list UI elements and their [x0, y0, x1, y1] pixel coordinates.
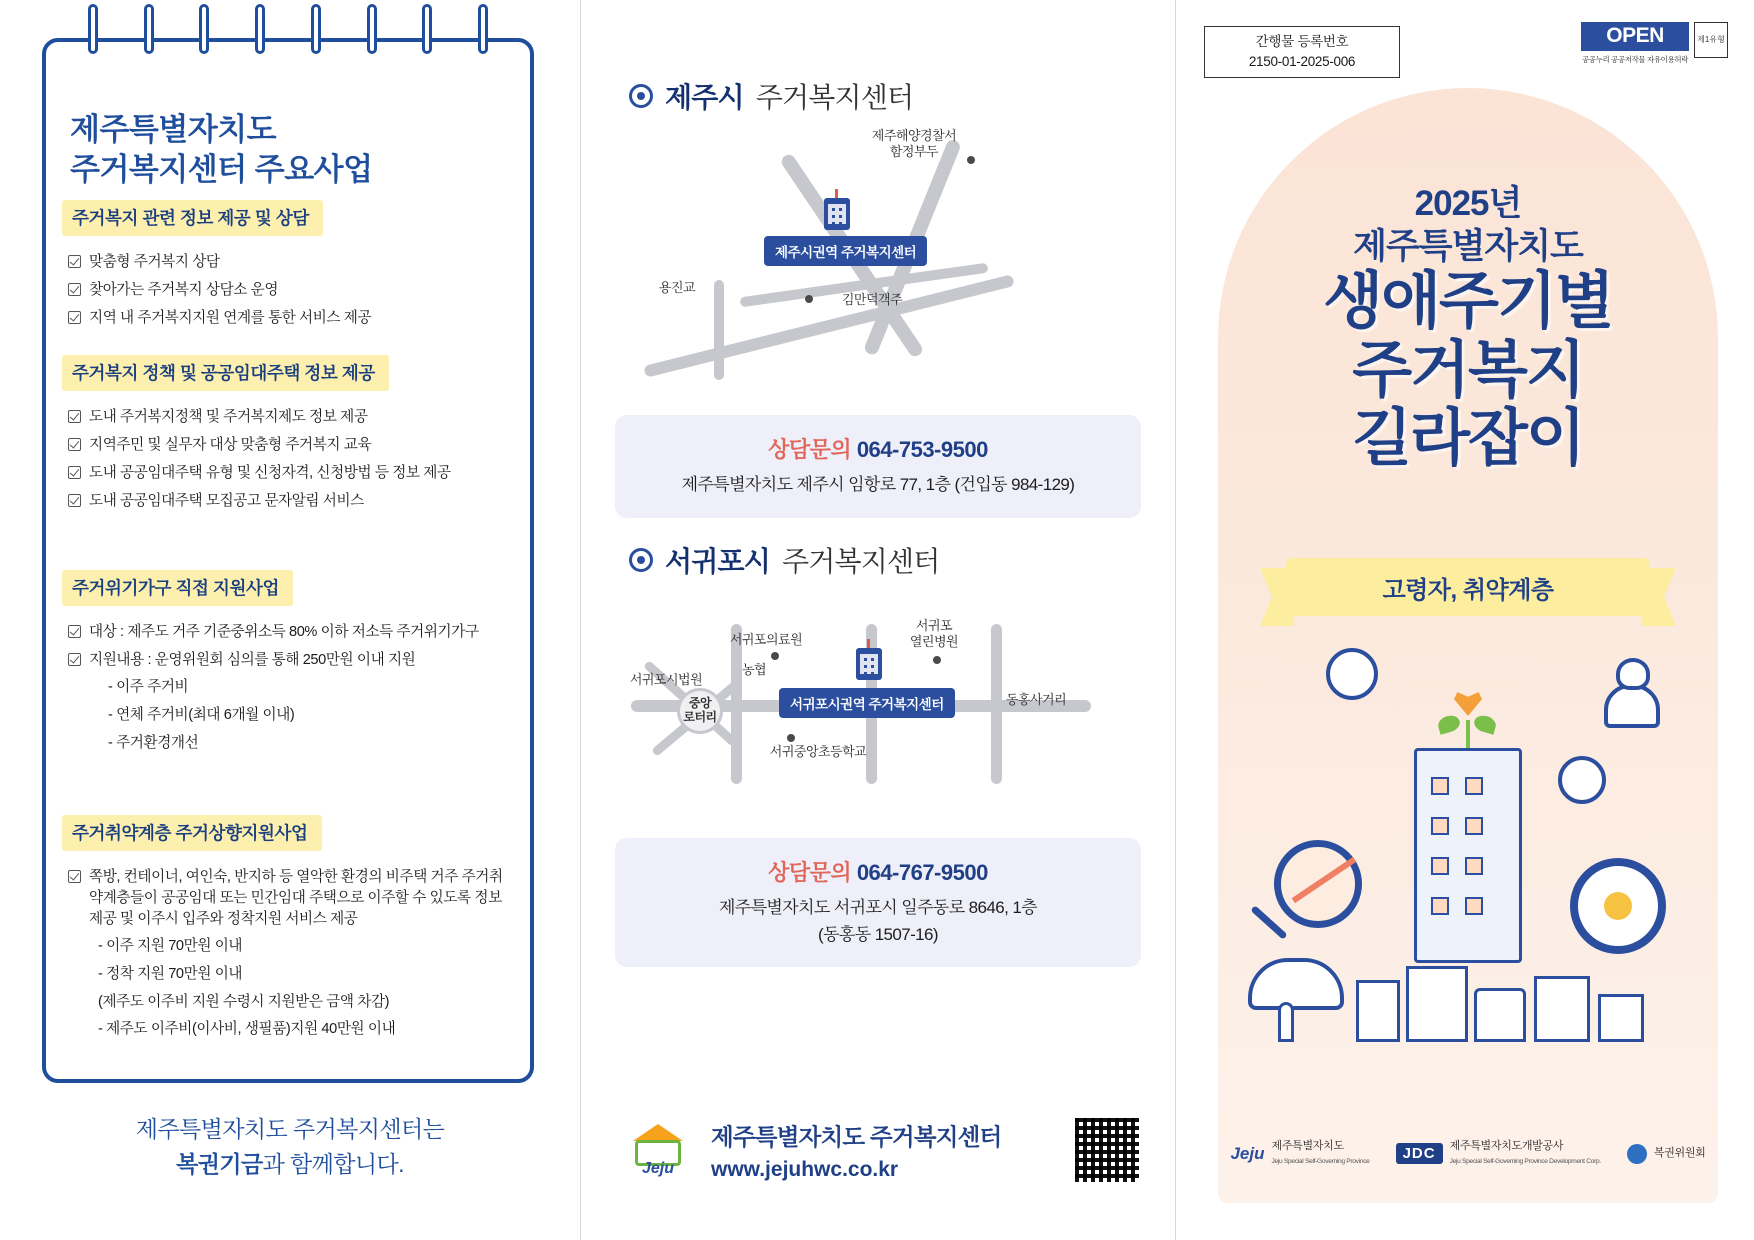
- location-pin-icon: [629, 84, 653, 108]
- check-icon: [68, 283, 81, 296]
- contact-line: [625, 433, 1131, 464]
- cover-arch: [1218, 88, 1718, 1203]
- jeju-center-heading: [629, 76, 913, 116]
- map-label: 김만덕객주: [841, 292, 903, 307]
- cover-ribbon: 고령자, 취약계층: [1286, 558, 1650, 616]
- cover-title-line3: 길라잡이: [1352, 403, 1584, 473]
- panel2-footer: [619, 1110, 1139, 1190]
- seogwipo-center-suffix: 주거복지센터: [782, 546, 940, 577]
- leaf-left-icon: [1436, 713, 1462, 734]
- map-label: 용진교: [658, 280, 696, 295]
- map-dot: [967, 156, 975, 164]
- map-label: 서귀포의료원: [729, 632, 803, 647]
- logo-jdc: [1396, 1140, 1601, 1168]
- panel1-title-line1: 제주특별자치도: [70, 112, 277, 147]
- section-heading: 주거복지 정책 및 공공임대주택 정보 제공: [62, 355, 389, 391]
- check-icon: [68, 494, 81, 507]
- seogwipo-center-contact: [615, 838, 1141, 967]
- panel1-title: [70, 110, 510, 189]
- seogwipo-center-heading: [629, 540, 940, 580]
- map-label: 제주해양경찰서 함정부두: [871, 128, 957, 160]
- window-shape: [1431, 897, 1449, 915]
- streetlight-shape: [1278, 1002, 1294, 1042]
- window-shape: [1465, 897, 1483, 915]
- building-shape: [1406, 966, 1468, 1042]
- check-icon: [68, 466, 81, 479]
- sub-note: (제주도 이주비 지원 수령시 지원받은 금액 차감): [98, 993, 390, 1010]
- building-shape: [1474, 988, 1526, 1042]
- window-shape: [1431, 817, 1449, 835]
- contact-address: 제주특별자치도 제주시 임항로 77, 1층 (건입동 984-129): [681, 475, 1075, 494]
- sprout-icon: [1446, 690, 1490, 750]
- magnifier-icon: [1274, 840, 1362, 928]
- list-item: 쪽방, 컨테이너, 여인숙, 반지하 등 열악한 환경의 비주택 거주 주거취약계층들이 공공임대 또는 민간임대 주택으로 이주할 수 있도록 정보 제공 및 이주시 입주와 정착지원 서비스 제공: [68, 867, 514, 930]
- check-icon: [68, 255, 81, 268]
- section-vulnerable-upgrade: [62, 815, 514, 1041]
- panel3-footer-logos: [1218, 1140, 1718, 1168]
- dog-icon: [1604, 658, 1666, 732]
- open-sub-label: 공공누리 공공저작물 자유이용허락: [1581, 55, 1689, 64]
- lottery-mark-icon: [1627, 1144, 1647, 1164]
- list-item: 지역주민 및 실무자 대상 맞춤형 주거복지 교육: [68, 435, 514, 456]
- section-heading: 주거위기가구 직접 지원사업: [62, 570, 293, 606]
- building-shape: [1534, 976, 1590, 1042]
- window-shape: [1465, 817, 1483, 835]
- location-pin-icon: [629, 548, 653, 572]
- website-url[interactable]: www.jejuhwc.co.kr: [711, 1158, 899, 1181]
- map-label: 서귀중앙초등학교: [769, 744, 867, 759]
- list-item: 지역 내 주거복지지원 연계를 통한 서비스 제공: [68, 308, 514, 329]
- cover-illustration: [1218, 628, 1718, 1048]
- building-shape: [1598, 994, 1644, 1042]
- contact-number[interactable]: 064-753-9500: [856, 437, 988, 462]
- list-item: 도내 공공임대주택 유형 및 신청자격, 신청방법 등 정보 제공: [68, 463, 514, 484]
- map-dot: [805, 295, 813, 303]
- contact-label: 상담문의: [768, 437, 852, 462]
- logo-lottery-commission: [1627, 1144, 1706, 1164]
- elderly-person-icon: [1326, 648, 1378, 700]
- wheelchair-wheel-icon: [1570, 858, 1666, 954]
- dog-body-shape: [1604, 684, 1660, 728]
- contact-label: 상담문의: [768, 860, 852, 885]
- section-heading: 주거복지 관련 정보 제공 및 상담: [62, 200, 323, 236]
- jeju-center-suffix: 주거복지센터: [755, 82, 914, 113]
- logo-label: 제주특별자치도개발공사 Jeju Special Self-Governing Province Development Corp.: [1449, 1140, 1601, 1165]
- jeju-mark: Jeju: [1230, 1143, 1265, 1163]
- check-icon: [68, 438, 81, 451]
- lottery-fund-text: 복권기금: [176, 1150, 263, 1177]
- list-item: 대상 : 제주도 거주 기준중위소득 80% 이하 저소득 주거위기가구: [68, 622, 514, 643]
- jeju-center-contact: [615, 415, 1141, 518]
- open-license-mark: [1581, 22, 1728, 65]
- logo-roof-shape: [633, 1124, 683, 1141]
- panel1-title-line2: 주거복지센터 주요사업: [70, 151, 373, 187]
- magnifier-highlight: [1292, 857, 1357, 903]
- logo-label: 제주특별자치도 Jeju Special Self-Governing Province: [1271, 1140, 1370, 1165]
- list-item: 맞춤형 주거복지 상담: [68, 252, 514, 273]
- logo-jeju-province: [1230, 1140, 1369, 1168]
- cover-title-line1: 생애주기별: [1323, 267, 1613, 337]
- list-item: 도내 주거복지정책 및 주거복지제도 정보 제공: [68, 407, 514, 428]
- person-icon: [1558, 756, 1606, 804]
- check-icon: [68, 410, 81, 423]
- window-shape: [1465, 777, 1483, 795]
- panel1-footer-line2: [0, 1147, 580, 1182]
- panel2-footer-text: [711, 1118, 1061, 1182]
- section-crisis-support: [62, 570, 514, 754]
- map-label: 서귀포 열린병원: [909, 618, 959, 650]
- sub-note: - 이주 지원 70만원 이내: [98, 938, 243, 955]
- check-icon: [68, 625, 81, 638]
- sub-note: - 주거환경개선: [108, 734, 199, 751]
- section-info-consult: [62, 200, 514, 329]
- panel1-footer: [0, 1112, 580, 1181]
- jeju-logo-icon: [619, 1122, 697, 1178]
- org-name: 제주특별자치도 주거복지센터: [711, 1124, 1002, 1150]
- cover-title: [1218, 183, 1718, 473]
- registration-number: 2150-01-2025-006: [1248, 54, 1356, 69]
- map-dot: [933, 656, 941, 664]
- jdc-mark: JDC: [1396, 1143, 1443, 1164]
- contact-number[interactable]: 064-767-9500: [856, 860, 988, 885]
- logo-text: Jeju: [641, 1160, 674, 1177]
- leaf-right-icon: [1472, 713, 1498, 734]
- sub-note: - 이주 주거비: [108, 679, 189, 696]
- check-icon: [68, 653, 81, 666]
- seogwipo-center-map: [611, 600, 1141, 810]
- list-item: 찾아가는 주거복지 상담소 운영: [68, 280, 514, 301]
- list-item: 도내 공공임대주택 모집공고 문자알림 서비스: [68, 491, 514, 512]
- jeju-center-city: 제주시: [665, 82, 744, 113]
- cover-year: 2025년: [1414, 184, 1522, 223]
- sub-note: - 연체 주거비(최대 6개월 이내): [108, 706, 295, 723]
- window-shape: [1431, 777, 1449, 795]
- section-heading: 주거취약계층 주거상향지원사업: [62, 815, 322, 851]
- building-shape: [1356, 980, 1400, 1042]
- panel-right-cover: [1176, 0, 1754, 1240]
- check-icon: [68, 870, 81, 883]
- map-dot: [787, 734, 795, 742]
- contact-line: [625, 856, 1131, 887]
- seogwipo-center-pill: 서귀포시권역 주거복지센터: [779, 688, 955, 718]
- small-buildings-row: [1218, 958, 1718, 1048]
- jeju-center-pill: 제주시권역 주거복지센터: [764, 236, 927, 266]
- registration-label: 간행물 등록번호: [1255, 33, 1349, 49]
- qr-code-icon[interactable]: [1075, 1118, 1139, 1182]
- panel-left-main-programs: [0, 0, 580, 1240]
- jeju-center-map: [619, 130, 1139, 410]
- section-policy-housing: [62, 355, 514, 513]
- sub-note: - 제주도 이주비(이사비, 생필품)지원 40만원 이내: [98, 1021, 396, 1038]
- center-building-icon: [856, 648, 882, 680]
- list-item: 지원내용 : 운영위원회 심의를 통해 250만원 이내 지원: [68, 650, 514, 671]
- registration-box: [1204, 26, 1400, 78]
- kogl-mark: [1581, 22, 1689, 65]
- cover-title-line2: 주거복지: [1352, 335, 1584, 405]
- center-building-icon: [824, 198, 850, 230]
- cover-province: 제주특별자치도: [1353, 226, 1583, 266]
- apartment-building-icon: [1414, 748, 1522, 963]
- check-icon: [68, 311, 81, 324]
- map-dot: [771, 652, 779, 660]
- seogwipo-center-city: 서귀포시: [665, 546, 770, 577]
- map-label: 농협: [741, 662, 767, 677]
- map-label: 서귀포시법원: [629, 672, 703, 687]
- sub-note: - 정착 지원 70만원 이내: [98, 966, 243, 983]
- open-label: OPEN: [1581, 22, 1689, 51]
- dog-head-shape: [1616, 658, 1650, 690]
- window-shape: [1431, 857, 1449, 875]
- contact-address-line1: 제주특별자치도 서귀포시 일주동로 8646, 1층: [718, 898, 1038, 917]
- window-shape: [1465, 857, 1483, 875]
- contact-address-line2: (동홍동 1507-16): [818, 924, 938, 944]
- map-label: 동홍사거리: [1005, 692, 1067, 707]
- jungang-rotary: 중앙 로터리: [677, 688, 723, 734]
- panel1-footer-tail: 과 함께합니다.: [262, 1150, 404, 1177]
- logo-label: 복권위원회: [1653, 1146, 1706, 1159]
- heart-icon: [1454, 690, 1482, 716]
- panel1-footer-line1: 제주특별자치도 주거복지센터는: [135, 1116, 445, 1142]
- panel-middle-centers: [581, 0, 1175, 1240]
- kogl-type-badge: 제1유형: [1694, 22, 1728, 58]
